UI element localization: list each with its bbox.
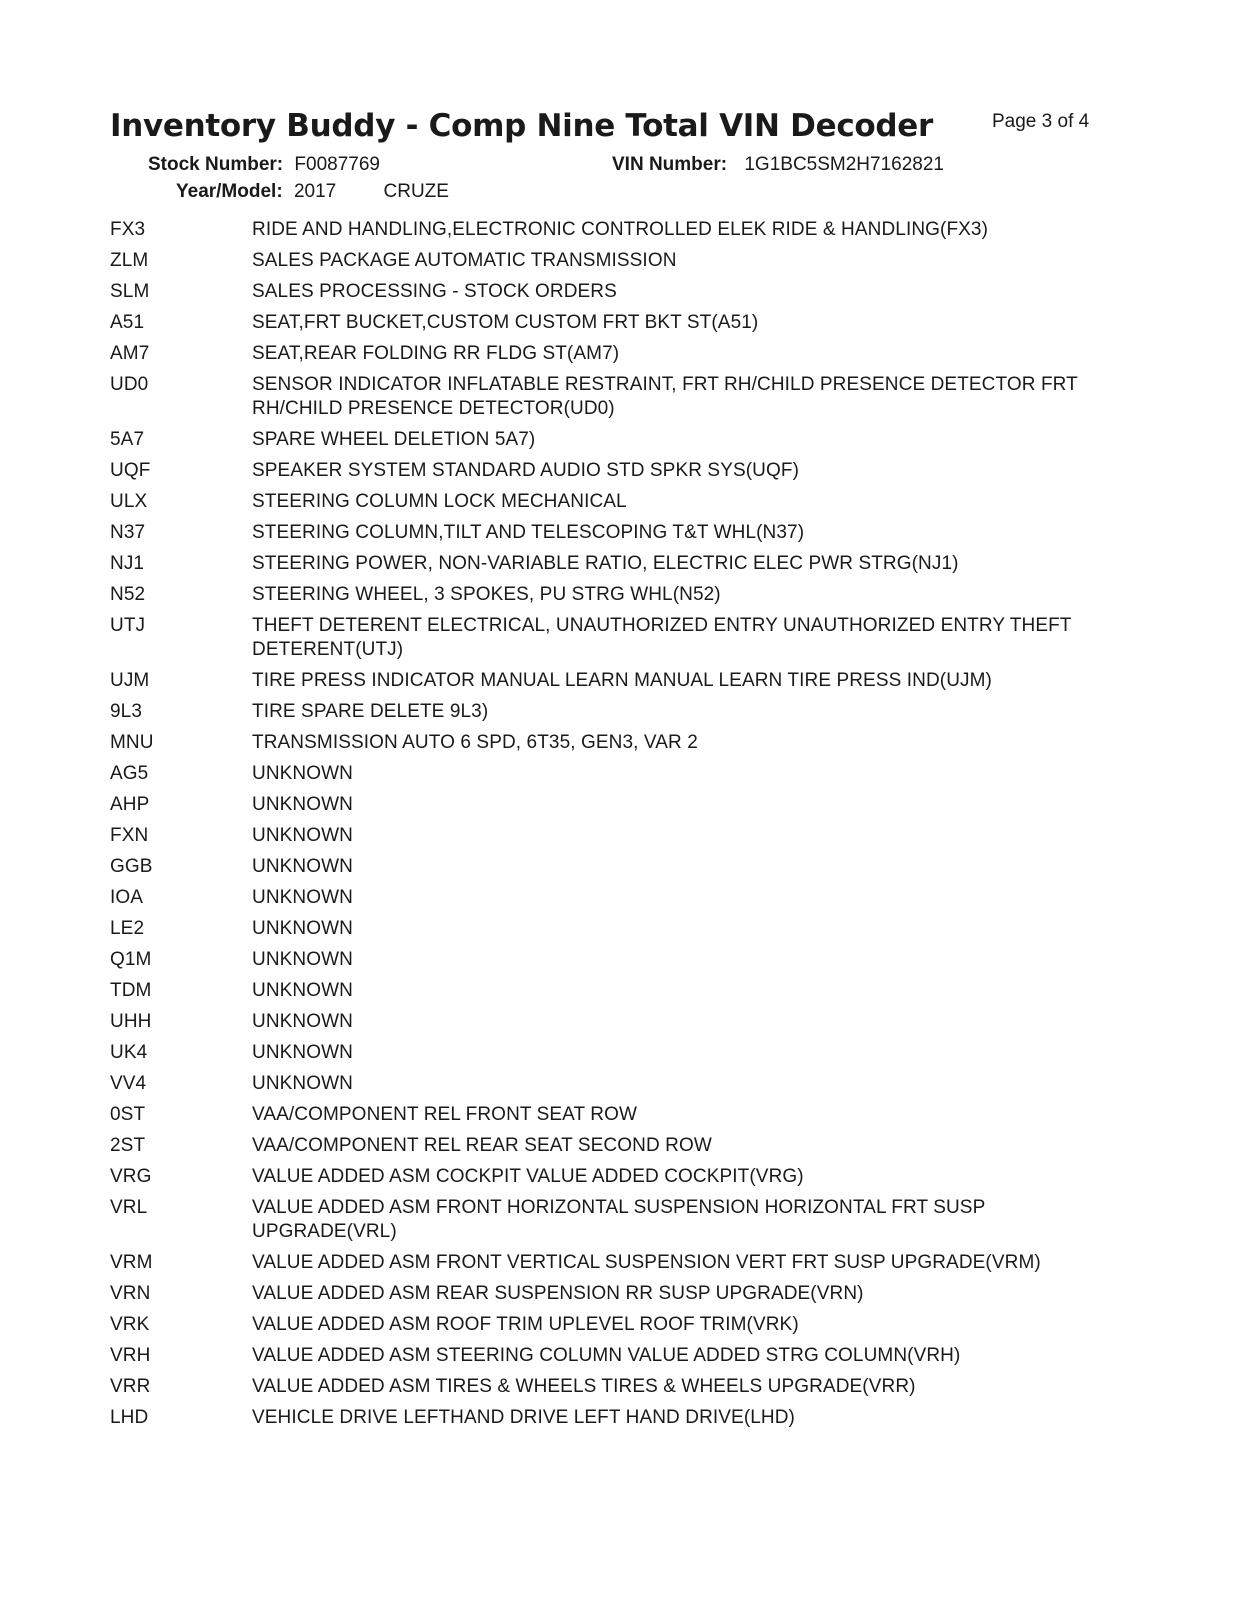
option-description: TIRE SPARE DELETE 9L3) xyxy=(252,701,489,722)
option-code-list xyxy=(110,218,1120,1437)
list-item xyxy=(110,886,1120,910)
list-item xyxy=(110,1103,1120,1127)
list-item xyxy=(110,280,1120,304)
option-description: SEAT,REAR FOLDING RR FLDG ST(AM7) xyxy=(252,343,620,364)
list-item xyxy=(110,979,1120,1003)
year-model-label: Year/Model: xyxy=(176,181,283,202)
list-item xyxy=(110,1196,1120,1244)
option-code: 9L3 xyxy=(110,701,143,722)
option-code: SLM xyxy=(110,281,150,302)
option-code: N52 xyxy=(110,584,146,605)
option-description: RIDE AND HANDLING,ELECTRONIC CONTROLLED ELEK RIDE & HANDLING(FX3) xyxy=(252,219,989,240)
list-item xyxy=(110,459,1120,483)
option-description: UNKNOWN xyxy=(252,980,353,1001)
option-description: UNKNOWN xyxy=(252,949,353,970)
list-item xyxy=(110,583,1120,607)
option-description: TRANSMISSION AUTO 6 SPD, 6T35, GEN3, VAR 2 xyxy=(252,732,698,753)
option-code: IOA xyxy=(110,887,144,908)
model-value: CRUZE xyxy=(383,181,449,202)
list-item xyxy=(110,1313,1120,1337)
list-item xyxy=(110,1134,1120,1158)
option-code: FXN xyxy=(110,825,149,846)
list-item xyxy=(110,762,1120,786)
option-description: UNKNOWN xyxy=(252,1011,353,1032)
list-item xyxy=(110,948,1120,972)
list-item xyxy=(110,249,1120,273)
option-code: UHH xyxy=(110,1011,152,1032)
option-code: 0ST xyxy=(110,1104,146,1125)
option-code: NJ1 xyxy=(110,553,145,574)
list-item xyxy=(110,311,1120,335)
list-item xyxy=(110,552,1120,576)
list-item xyxy=(110,1041,1120,1065)
list-item xyxy=(110,1344,1120,1368)
list-item xyxy=(110,793,1120,817)
stock-number-label: Stock Number: xyxy=(148,154,284,175)
option-code: AHP xyxy=(110,794,150,815)
option-description: UNKNOWN xyxy=(252,918,353,939)
list-item xyxy=(110,614,1120,662)
list-item xyxy=(110,1165,1120,1189)
option-code: VRL xyxy=(110,1197,148,1218)
option-description: STEERING POWER, NON-VARIABLE RATIO, ELECTRIC ELEC PWR STRG(NJ1) xyxy=(252,553,959,574)
option-code: UD0 xyxy=(110,374,149,395)
option-description: SALES PACKAGE AUTOMATIC TRANSMISSION xyxy=(252,250,677,271)
list-item xyxy=(110,669,1120,693)
option-description: VAA/COMPONENT REL REAR SEAT SECOND ROW xyxy=(252,1135,712,1156)
option-code: ULX xyxy=(110,491,148,512)
option-description: VALUE ADDED ASM COCKPIT VALUE ADDED COCKPIT(VRG) xyxy=(252,1166,804,1187)
option-description: UNKNOWN xyxy=(252,825,353,846)
option-description: VALUE ADDED ASM FRONT VERTICAL SUSPENSION VERT FRT SUSP UPGRADE(VRM) xyxy=(252,1252,1041,1273)
list-item xyxy=(110,917,1120,941)
option-description: UNKNOWN xyxy=(252,856,353,877)
option-code: VV4 xyxy=(110,1073,147,1094)
option-description: STEERING COLUMN LOCK MECHANICAL xyxy=(252,491,627,512)
option-code: UTJ xyxy=(110,615,146,636)
list-item xyxy=(110,1251,1120,1275)
option-description: SPARE WHEEL DELETION 5A7) xyxy=(252,429,536,450)
option-description: TIRE PRESS INDICATOR MANUAL LEARN MANUAL LEARN TIRE PRESS IND(UJM) xyxy=(252,670,992,691)
list-item xyxy=(110,490,1120,514)
list-item xyxy=(110,824,1120,848)
option-description: SEAT,FRT BUCKET,CUSTOM CUSTOM FRT BKT ST(A51) xyxy=(252,312,759,333)
option-description: THEFT DETERENT ELECTRICAL, UNAUTHORIZED ENTRY UNAUTHORIZED ENTRY THEFT DETERENT(UTJ) xyxy=(252,615,1072,660)
option-code: N37 xyxy=(110,522,146,543)
option-description: UNKNOWN xyxy=(252,1073,353,1094)
option-code: Q1M xyxy=(110,949,152,970)
stock-number xyxy=(148,154,380,176)
option-description: VALUE ADDED ASM FRONT HORIZONTAL SUSPENSION HORIZONTAL FRT SUSP UPGRADE(VRL) xyxy=(252,1197,986,1242)
option-code: VRN xyxy=(110,1283,151,1304)
list-item xyxy=(110,428,1120,452)
list-item xyxy=(110,1072,1120,1096)
option-description: VALUE ADDED ASM TIRES & WHEELS TIRES & WHEELS UPGRADE(VRR) xyxy=(252,1376,916,1397)
list-item xyxy=(110,1282,1120,1306)
option-code: TDM xyxy=(110,980,152,1001)
option-code: VRH xyxy=(110,1345,151,1366)
option-code: AG5 xyxy=(110,763,149,784)
year-value: 2017 xyxy=(293,181,337,202)
option-code: UQF xyxy=(110,460,151,481)
option-code: UK4 xyxy=(110,1042,148,1063)
list-item xyxy=(110,1375,1120,1399)
year-model xyxy=(176,181,449,203)
option-description: VAA/COMPONENT REL FRONT SEAT ROW xyxy=(252,1104,638,1125)
option-description: STEERING COLUMN,TILT AND TELESCOPING T&T WHL(N37) xyxy=(252,522,805,543)
option-code: FX3 xyxy=(110,219,146,240)
list-item xyxy=(110,218,1120,242)
option-code: LE2 xyxy=(110,918,145,939)
option-description: UNKNOWN xyxy=(252,794,353,815)
stock-number-value: F0087769 xyxy=(294,154,380,175)
list-item xyxy=(110,521,1120,545)
list-item xyxy=(110,342,1120,366)
list-item xyxy=(110,1010,1120,1034)
option-description: UNKNOWN xyxy=(252,763,353,784)
page-number: Page 3 of 4 xyxy=(992,111,1090,132)
list-item xyxy=(110,373,1120,421)
option-code: ZLM xyxy=(110,250,149,271)
option-description: SALES PROCESSING - STOCK ORDERS xyxy=(252,281,617,302)
vin-number xyxy=(612,154,944,176)
option-description: STEERING WHEEL, 3 SPOKES, PU STRG WHL(N52) xyxy=(252,584,721,605)
list-item xyxy=(110,700,1120,724)
option-description: VALUE ADDED ASM STEERING COLUMN VALUE ADDED STRG COLUMN(VRH) xyxy=(252,1345,961,1366)
option-code: VRG xyxy=(110,1166,152,1187)
option-description: SENSOR INDICATOR INFLATABLE RESTRAINT, FRT RH/CHILD PRESENCE DETECTOR FRT RH/CHILD PRESENCE DETECTOR(UD0) xyxy=(252,374,1078,419)
option-description: UNKNOWN xyxy=(252,1042,353,1063)
list-item xyxy=(110,855,1120,879)
option-code: A51 xyxy=(110,312,145,333)
option-code: GGB xyxy=(110,856,153,877)
option-code: AM7 xyxy=(110,343,150,364)
option-code: MNU xyxy=(110,732,154,753)
option-code: LHD xyxy=(110,1407,149,1428)
vin-number-label: VIN Number: xyxy=(612,154,728,175)
list-item xyxy=(110,1406,1120,1430)
option-description: SPEAKER SYSTEM STANDARD AUDIO STD SPKR SYS(UQF) xyxy=(252,460,799,481)
vin-number-value: 1G1BC5SM2H7162821 xyxy=(744,154,944,175)
option-code: UJM xyxy=(110,670,150,691)
option-code: VRK xyxy=(110,1314,150,1335)
option-description: VEHICLE DRIVE LEFTHAND DRIVE LEFT HAND DRIVE(LHD) xyxy=(252,1407,795,1428)
option-code: VRR xyxy=(110,1376,151,1397)
list-item xyxy=(110,731,1120,755)
option-code: VRM xyxy=(110,1252,153,1273)
option-description: VALUE ADDED ASM ROOF TRIM UPLEVEL ROOF TRIM(VRK) xyxy=(252,1314,799,1335)
option-description: UNKNOWN xyxy=(252,887,353,908)
option-code: 2ST xyxy=(110,1135,146,1156)
page-title: Inventory Buddy - Comp Nine Total VIN Decoder xyxy=(110,108,934,144)
option-description: VALUE ADDED ASM REAR SUSPENSION RR SUSP UPGRADE(VRN) xyxy=(252,1283,864,1304)
option-code: 5A7 xyxy=(110,429,145,450)
